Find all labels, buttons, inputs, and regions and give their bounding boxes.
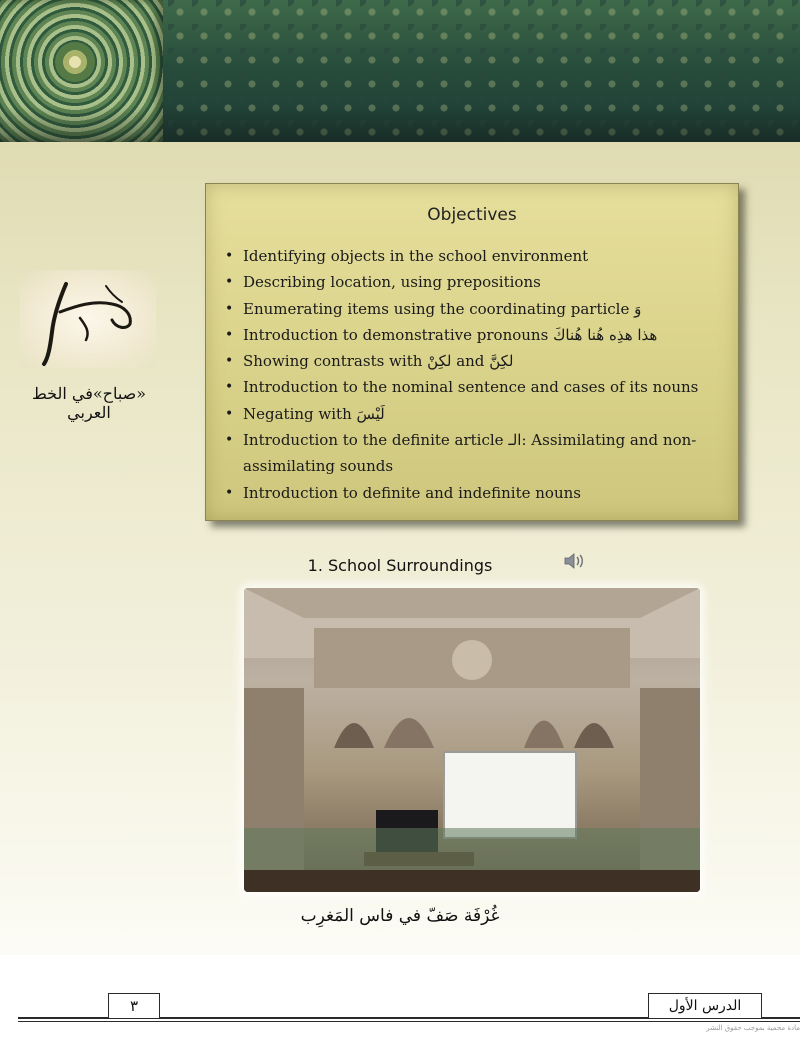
classroom-illustration <box>244 588 700 892</box>
objective-item: • Showing contrasts with لكِنْ and لكِنَّ <box>222 348 722 374</box>
header-pattern-band <box>0 0 800 142</box>
objective-item: • Negating with لَيْسَ <box>222 401 722 427</box>
rosette-ornament <box>0 0 163 142</box>
objective-item: • Introduction to definite and indefinite nouns <box>222 480 722 506</box>
objective-item: • Introduction to demonstrative pronouns هذا هذِه هُنا هُناكَ <box>222 322 722 348</box>
copyright-notice: مادة محمية بموجب حقوق النشر <box>706 1024 800 1032</box>
lesson-label: الدرس الأول <box>648 993 762 1018</box>
objective-item: • Identifying objects in the school environment <box>222 243 722 269</box>
calligraphy-image <box>20 270 156 368</box>
section-title: 1. School Surroundings <box>307 556 493 575</box>
objectives-title: Objectives <box>427 205 517 225</box>
rosette-center <box>55 42 95 82</box>
objectives-list <box>222 243 722 506</box>
objective-item: • Describing location, using prepositions <box>222 269 722 295</box>
objective-item: • Enumerating items using the coordinating particle وَ <box>222 296 722 322</box>
photo-caption: غُرْفَة صَفّ في فاس المَغرِب <box>300 906 500 926</box>
footer-rule-thin <box>18 1021 800 1022</box>
objective-item: • Introduction to the nominal sentence and cases of its nouns <box>222 374 722 400</box>
objective-item: • Introduction to the definite article الـ: Assimilating and non-assimilating sounds <box>222 427 722 480</box>
speaker-icon[interactable] <box>563 551 585 571</box>
classroom-photo <box>244 588 700 892</box>
page-number: ٣ <box>108 993 160 1018</box>
calligraphy-icon <box>20 270 156 368</box>
calligraphy-caption: «صباح»في الخط العربي <box>31 384 147 422</box>
objectives-box <box>205 183 739 521</box>
